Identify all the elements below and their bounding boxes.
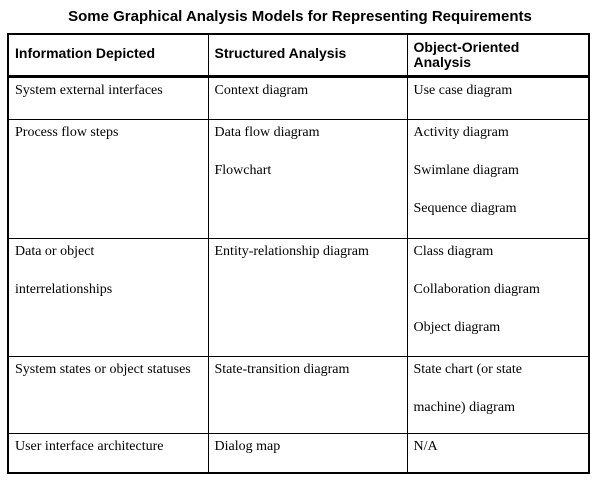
cell-line: User interface architecture [15, 438, 164, 454]
table-row [8, 238, 589, 356]
cell-line: Use case diagram [413, 82, 513, 98]
table-row [8, 76, 589, 119]
cell-line: Sequence diagram [413, 200, 517, 216]
cell-object-oriented-analysis [407, 238, 589, 356]
cell-line: interrelationships [15, 281, 113, 297]
column-header-information-depicted: Information Depicted [8, 34, 208, 76]
cell-line: Context diagram [214, 82, 309, 98]
cell-line: System states or object statuses [15, 361, 191, 377]
cell-line: Process flow steps [15, 124, 119, 140]
cell-information-depicted [8, 76, 208, 119]
cell-line: Flowchart [214, 162, 272, 178]
cell-object-oriented-analysis [407, 356, 589, 433]
cell-information-depicted [8, 238, 208, 356]
cell-line: Swimlane diagram [413, 162, 519, 178]
table-header-row [8, 34, 589, 76]
cell-line: Entity-relationship diagram [214, 243, 369, 259]
cell-line: Activity diagram [413, 124, 509, 140]
cell-line: Object diagram [413, 319, 501, 335]
column-header-object-oriented-analysis [407, 34, 589, 76]
cell-information-depicted [8, 433, 208, 473]
requirements-models-table [7, 33, 590, 474]
cell-line: Collaboration diagram [413, 281, 540, 297]
cell-line: State-transition diagram [214, 361, 350, 377]
table-row [8, 433, 589, 473]
cell-information-depicted [8, 356, 208, 433]
cell-structured-analysis [208, 356, 407, 433]
table-row [8, 119, 589, 238]
cell-line: Class diagram [413, 243, 494, 259]
table-title: Some Graphical Analysis Models for Representing Requirements [68, 8, 532, 25]
column-header-oo-line1: Object-Oriented [413, 39, 520, 55]
cell-structured-analysis [208, 238, 407, 356]
column-header-oo-line2: Analysis [413, 54, 472, 70]
cell-line: System external interfaces [15, 82, 163, 98]
cell-line: Dialog map [214, 438, 281, 454]
cell-line: machine) diagram [413, 399, 515, 415]
cell-line: N/A [413, 438, 438, 454]
cell-line: State chart (or state [413, 361, 522, 377]
cell-structured-analysis [208, 119, 407, 238]
cell-object-oriented-analysis [407, 119, 589, 238]
cell-object-oriented-analysis [407, 433, 589, 473]
cell-structured-analysis [208, 76, 407, 119]
table-row [8, 356, 589, 433]
cell-line: Data or object [15, 243, 95, 259]
cell-structured-analysis [208, 433, 407, 473]
column-header-structured-analysis: Structured Analysis [208, 34, 407, 76]
cell-information-depicted [8, 119, 208, 238]
cell-line: Data flow diagram [214, 124, 320, 140]
cell-object-oriented-analysis [407, 76, 589, 119]
